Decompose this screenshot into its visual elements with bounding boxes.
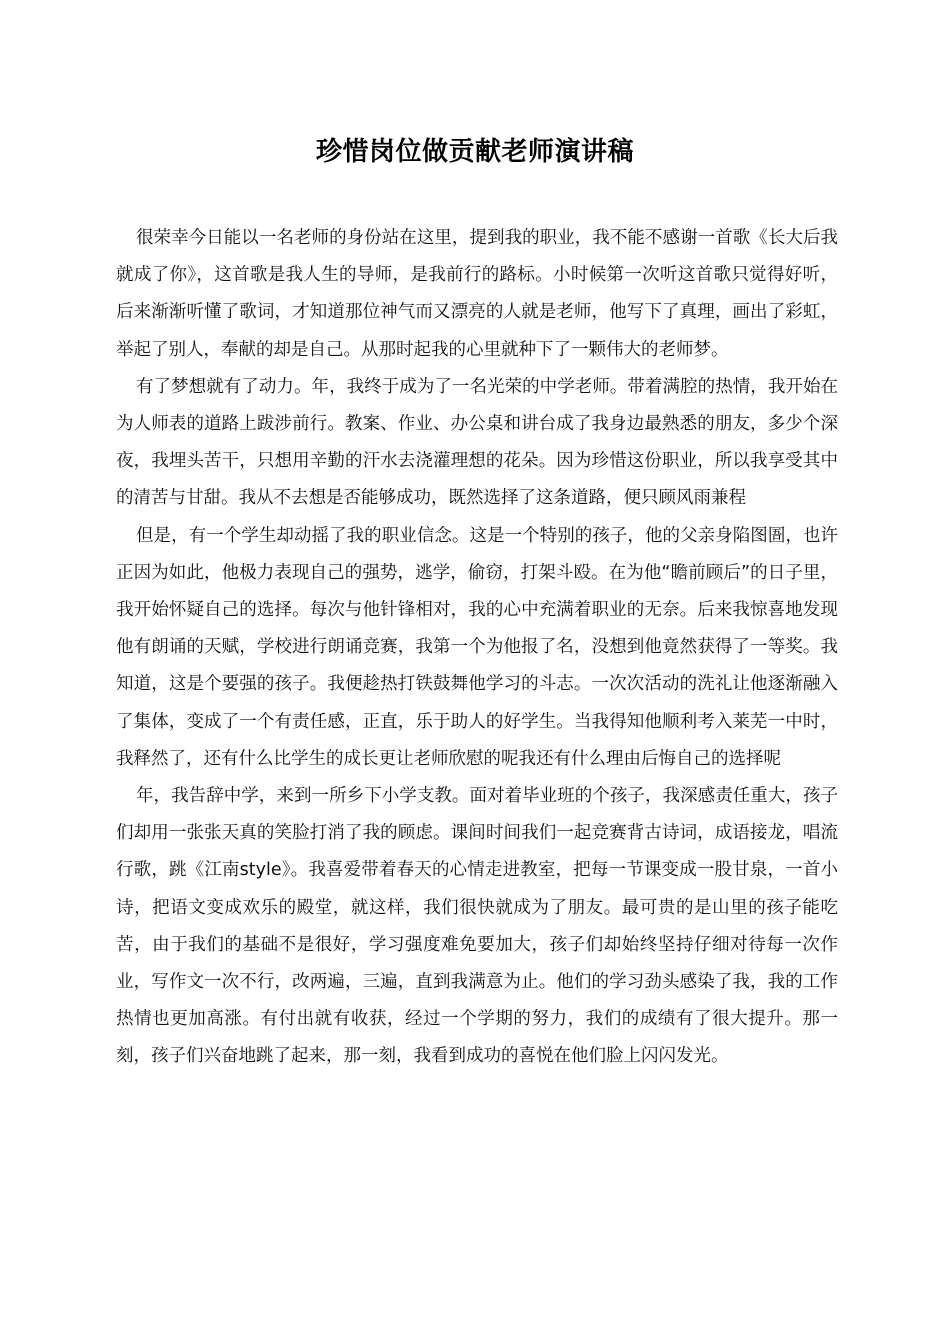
document-body <box>116 220 838 1076</box>
document-title: 珍惜岗位做贡献老师演讲稿 <box>315 137 634 167</box>
paragraph-2: 有了梦想就有了动力。年，我终于成为了一名光荣的中学老师。带着满腔的热情，我开始在为人师表的道路上跋涉前行。教案、作业、办公桌和讲台成了我身边最熟悉的朋友，多少个深夜，我埋头苦干，只想用辛勤的汗水去浇灌理想的花朵。因为珍惜这份职业，所以我享受其中的清苦与甘甜。我从不去想是否能够成功，既然选择了这条道路，便只顾风雨兼程 <box>116 376 838 509</box>
paragraph-4: 年，我告辞中学，来到一所乡下小学支教。面对着毕业班的个孩子，我深感责任重大，孩子们却用一张张天真的笑脸打消了我的顾虑。课间时间我们一起竞赛背古诗词，成语接龙，唱流行歌，跳《江南style》。我喜爱带着春天的心情走进教室，把每一节课变成一股甘泉，一首小诗，把语文变成欢乐的殿堂，就这样，我们很快就成为了朋友。最可贵的是山里的孩子能吃苦，由于我们的基础不是很好，学习强度难免要加大，孩子们却始终坚持仔细对待每一次作业，写作文一次不行，改两遍，三遍，直到我满意为止。他们的学习劲头感染了我，我的工作热情也更加高涨。有付出就有收获，经过一个学期的努力，我们的成绩有了很大提升。那一刻，孩子们兴奋地跳了起来，那一刻，我看到成功的喜悦在他们脸上闪闪发光。 <box>116 786 838 1067</box>
paragraph-3: 但是，有一个学生却动摇了我的职业信念。这是一个特别的孩子，他的父亲身陷图圄，也许正因为如此，他极力表现自己的强势，逃学，偷窃，打架斗殴。在为他“瞻前顾后”的日子里，我开始怀疑自己的选择。每次与他针锋相对，我的心中充满着职业的无奈。后来我惊喜地发现他有朗诵的天赋，学校进行朗诵竞赛，我第一个为他报了名，没想到他竟然获得了一等奖。我知道，这是个要强的孩子。我便趁热打铁鼓舞他学习的斗志。一次次活动的洗礼让他逐渐融入了集体，变成了一个有责任感，正直，乐于助人的好学生。当我得知他顺利考入莱芜一中时，我释然了，还有什么比学生的成长更让老师欣慰的呢我还有什么理由后悔自己的选择呢 <box>116 525 838 769</box>
paragraph-1: 很荣幸今日能以一名老师的身份站在这里，提到我的职业，我不能不感谢一首歌《长大后我就成了你》，这首歌是我人生的导师，是我前行的路标。小时候第一次听这首歌只觉得好听，后来渐渐听懂了歌词，才知道那位神气而又漂亮的人就是老师，他写下了真理，画出了彩虹，举起了别人，奉献的却是自己。从那时起我的心里就种下了一颗伟大的老师梦。 <box>116 228 838 360</box>
